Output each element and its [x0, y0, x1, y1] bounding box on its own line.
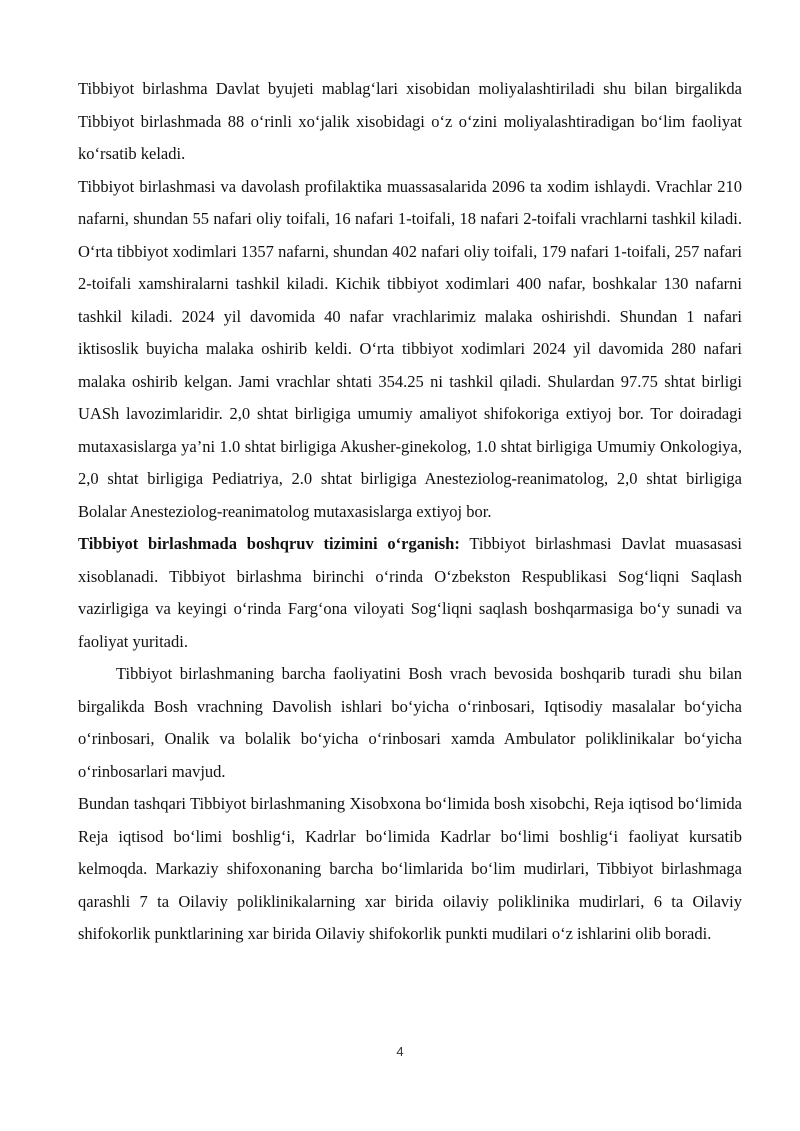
page-number: 4: [396, 1044, 404, 1059]
section-heading: Tibbiyot birlashmada boshqruv tizimini o‘rganish:: [78, 534, 460, 553]
paragraph-departments: Bundan tashqari Tibbiyot birlashmaning Xisobxona bo‘limida bosh xisobchi, Reja iqtisod bo‘limida Reja iqtisod bo‘limi boshlig‘i, Kadrlar bo‘limida Kadrlar bo‘limi boshlig‘i faoliyat kursatib kelmoqda. Markaziy shifoxonaning barcha bo‘limlarida bo‘lim mudirlari, Tibbiyot birlashmaga qarashli 7 ta Oilaviy poliklinikalarning xar birida oilaviy poliklinika mudirlari, 6 ta Oilaviy shifokorlik punktlarining xar birida Oilaviy shifokorlik punkti mudilari o‘z ishlarini olib boradi.: [78, 794, 742, 943]
paragraph-financing: Tibbiyot birlashma Davlat byujeti mablag‘lari xisobidan moliyalashtiriladi shu bilan birgalikda Tibbiyot birlashmada 88 o‘rinli xo‘jalik xisobidagi o‘z o‘zini moliyalashtiradigan bo‘lim faoliyat ko‘rsatib keladi.: [78, 79, 742, 163]
paragraph-management-study: [78, 528, 742, 658]
document-body: [78, 73, 742, 951]
paragraph-staffing: Tibbiyot birlashmasi va davolash profilaktika muassasalarida 2096 ta xodim ishlaydi. Vrachlar 210 nafarni, shundan 55 nafari oliy toifali, 16 nafari 1-toifali, 18 nafari 2-toifali vrachlarni tashkil kiladi. O‘rta tibbiyot xodimlari 1357 nafarni, shundan 402 nafari oliy toifali, 179 nafari 1-toifali, 257 nafari 2-toifali xamshiralarni tashkil kiladi. Kichik tibbiyot xodimlari 400 nafar, boshkalar 130 nafarni tashkil kiladi. 2024 yil davomida 40 nafar vrachlarimiz malaka oshirishdi. Shundan 1 nafari iktisoslik buyicha malaka oshirib keldi. O‘rta tibbiyot xodimlari 2024 yil davomida 280 nafari malaka oshirib kelgan. Jami vrachlar shtati 354.25 ni tashkil qiladi. Shulardan 97.75 shtat birligi UASh lavozimlaridir. 2,0 shtat birligiga umumiy amaliyot shifokoriga extiyoj bor. Tor doiradagi mutaxasislarga ya’ni 1.0 shtat birligiga Akusher-ginekolog, 1.0 shtat birligiga Umumiy Onkologiya, 2,0 shtat birligiga Pediatriya, 2.0 shtat birligiga Anesteziolog-reanimatolog, 2,0 shtat birligiga Bolalar Anesteziolog-reanimatolog mutaxasislarga extiyoj bor.: [78, 176, 742, 521]
paragraph-leadership: Tibbiyot birlashmaning barcha faoliyatini Bosh vrach bevosida boshqarib turadi shu bilan birgalikda Bosh vrachning Davolish ishlari bo‘yicha o‘rinbosari, Iqtisodiy masalalar bo‘yicha o‘rinbosari, Onalik va bolalik bo‘yicha o‘rinbosari xamda Ambulator poliklinikalar bo‘yicha o‘rinbosarlari mavjud.: [78, 664, 742, 781]
paragraph-text: Tibbiyot birlashmasi Davlat muasasasi xisoblanadi. Tibbiyot birlashma birinchi o‘rinda O‘zbekston Respublikasi Sog‘liqni Saqlash vazirligiga va keyingi o‘rinda Farg‘ona viloyati Sog‘liqni saqlash boshqarmasiga bo‘y sunadi va faoliyat yuritadi.: [78, 534, 742, 651]
